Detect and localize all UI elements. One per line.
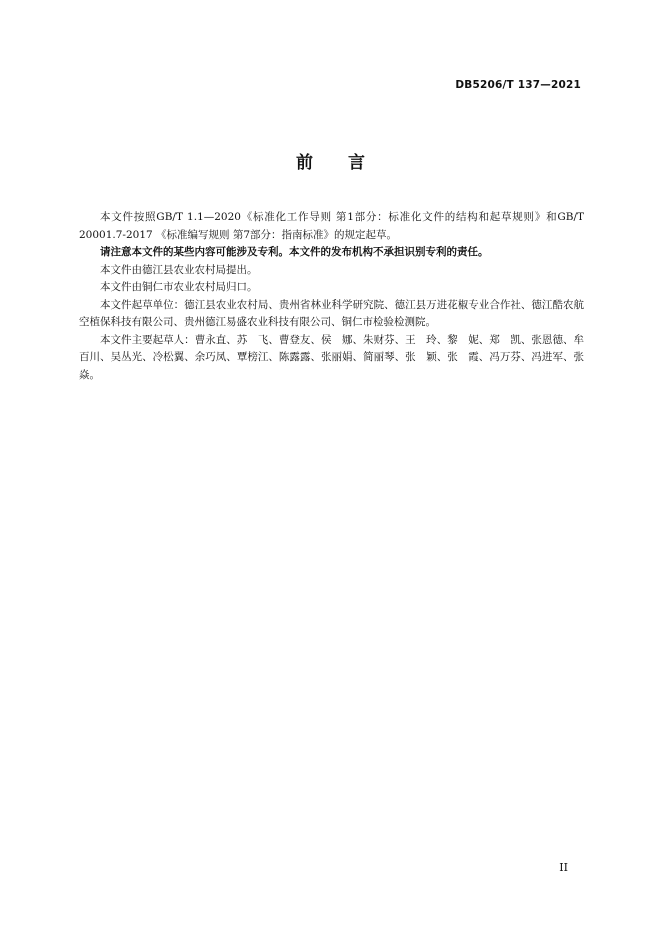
document-code: DB5206/T 137—2021 — [455, 79, 581, 91]
paragraph-patent-notice: 请注意本文件的某些内容可能涉及专利。本文件的发布机构不承担识别专利的责任。 — [100, 246, 489, 258]
paragraph-drafting-basis: 本文件按照GB/T 1.1—2020《标准化工作导则 第1部分：标准化文件的结构和起草规则》和GB/T 20001.7-2017 《标准编写规则 第7部分：指南标准》的规定起草。 — [79, 211, 584, 241]
page-title-char-2: 言 — [348, 153, 366, 173]
paragraph-proposer: 本文件由德江县农业农村局提出。 — [100, 263, 258, 276]
paragraph-main-drafters: 本文件主要起草人：曹永直、苏 飞、曹登友、侯 娜、朱财芬、王 玲、黎 妮、郑 凯、张恩德、牟百川、吴丛光、冷松翼、余巧凤、覃榜江、陈露露、张丽娟、简丽琴、张 颖、张 霞、冯万芬、冯进军、张 焱。 — [79, 333, 595, 381]
page-title-char-1: 前 — [296, 153, 314, 173]
paragraph-centralized-unit: 本文件由铜仁市农业农村局归口。 — [100, 281, 258, 293]
paragraph-drafting-units: 本文件起草单位：德江县农业农村局、贵州省林业科学研究院、德江县万进花椒专业合作社、德江酷农航空植保科技有限公司、贵州德江易盛农业科技有限公司、铜仁市检验检测院。 — [79, 298, 584, 328]
page-title — [0, 148, 662, 173]
page-number: II — [559, 861, 568, 874]
foreword-body — [79, 209, 595, 384]
